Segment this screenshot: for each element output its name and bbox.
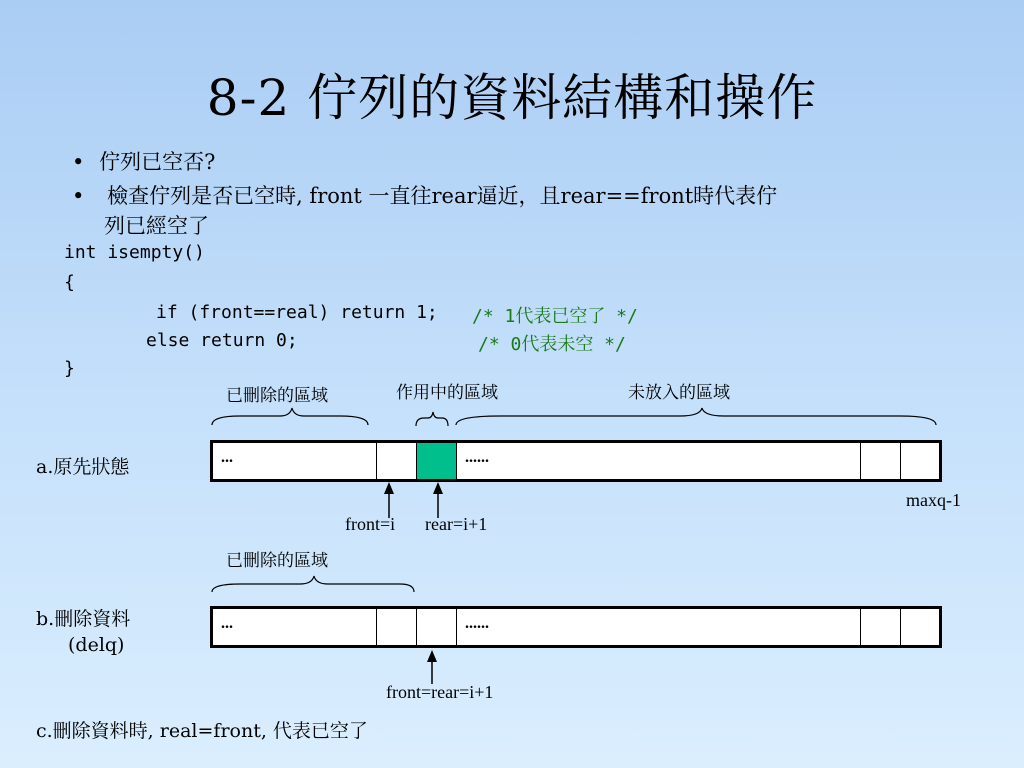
front-rear-pointer-label: front=rear=i+1	[386, 682, 494, 702]
code-line-4: else return 0;	[146, 330, 298, 351]
row-a-label: a.原先狀態	[36, 456, 130, 478]
bullet-marker: •	[72, 184, 85, 208]
queue-cell	[861, 609, 901, 645]
code-line-1: int isempty()	[64, 242, 205, 263]
bullet-text: 檢查佇列是否已空時, front 一直往rear逼近，且rear==front時代表佇	[107, 184, 778, 208]
region-unused-label: 未放入的區域	[628, 383, 730, 403]
queue-cell-deleted: ...	[213, 609, 377, 645]
region-active-label: 作用中的區域	[396, 383, 498, 403]
code-comment-1: /* 1代表已空了 */	[472, 306, 638, 327]
maxq-label: maxq-1	[906, 490, 961, 510]
queue-array-a	[210, 440, 942, 482]
row-b-label: b.刪除資料	[36, 608, 131, 630]
arrow-front-rear-head	[427, 650, 437, 662]
brace-deleted-b	[212, 576, 414, 592]
code-line-3: if (front==real) return 1;	[156, 302, 438, 323]
queue-cell	[417, 609, 457, 645]
front-pointer-label: front=i	[345, 514, 396, 534]
queue-cell-active	[417, 443, 457, 479]
rear-pointer-label: rear=i+1	[425, 514, 488, 534]
brace-unused	[456, 408, 936, 425]
code-line-5: }	[64, 358, 75, 379]
queue-array-b	[210, 606, 942, 648]
row-b-sublabel: (delq)	[68, 634, 125, 656]
queue-cell-deleted: ...	[213, 443, 377, 479]
region-deleted-label-b: 已刪除的區域	[226, 551, 328, 571]
code-line-2: {	[64, 272, 75, 293]
queue-cell-last	[901, 609, 939, 645]
bullet-marker: •	[72, 150, 85, 174]
queue-cell-last	[901, 443, 939, 479]
row-c-label: c.刪除資料時, real=front, 代表已空了	[36, 720, 368, 742]
queue-cell-unused: ......	[457, 443, 861, 479]
brace-deleted	[212, 408, 368, 425]
queue-cell	[377, 443, 417, 479]
arrow-rear-head	[433, 482, 443, 494]
code-comment-2: /* 0代表未空 */	[478, 334, 626, 355]
bullet-2-continuation: 列已經空了	[104, 214, 209, 238]
region-deleted-label: 已刪除的區域	[226, 386, 328, 406]
arrow-front-head	[384, 482, 394, 494]
page-title: 8-2 佇列的資料結構和操作	[206, 69, 818, 127]
queue-cell	[377, 609, 417, 645]
bullet-text: 佇列已空否?	[99, 150, 216, 174]
brace-active	[416, 412, 448, 426]
queue-cell-unused: ......	[457, 609, 861, 645]
queue-cell	[861, 443, 901, 479]
